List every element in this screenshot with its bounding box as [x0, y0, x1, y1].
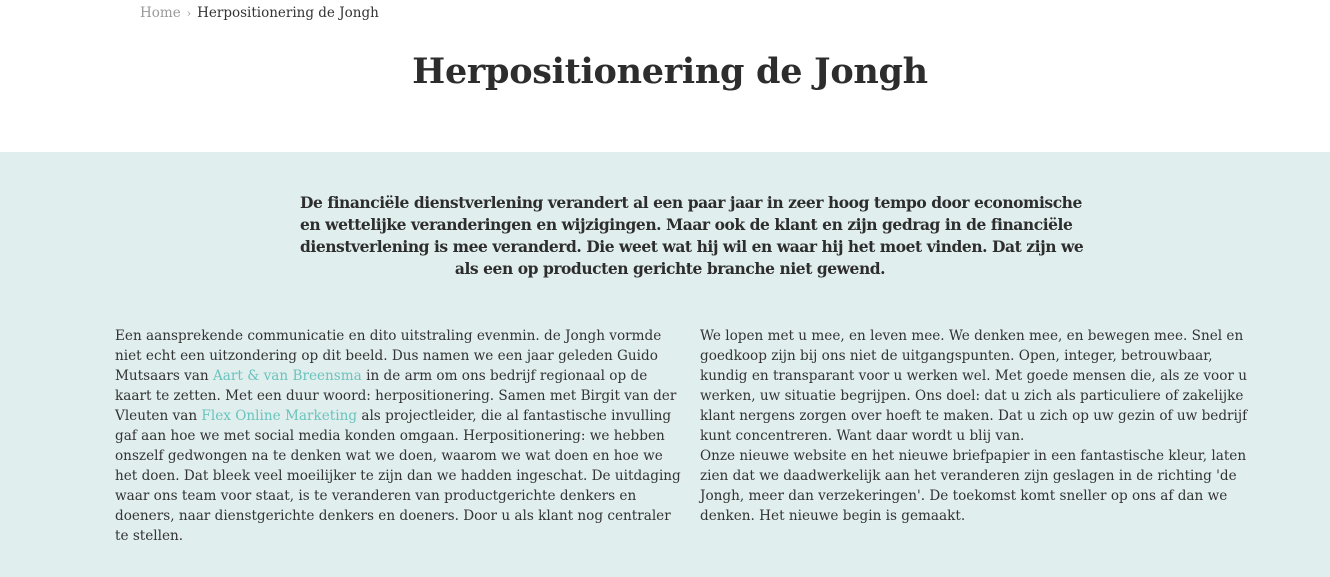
- text-line: denken. Het nieuwe begin is gemaakt.: [700, 508, 966, 524]
- text-fragment: in de arm om ons bedrijf regionaal op de: [361, 368, 648, 384]
- text-line: Onze nieuwe website en het nieuwe briefpapier in een fantastische kleur, laten: [700, 448, 1247, 464]
- intro-line: en wettelijke veranderingen en wijzigingen. Maar ook de klant en zijn gedrag in de financiële: [300, 215, 1073, 234]
- text-line: We lopen met u mee, en leven mee. We denken mee, en bewegen mee. Snel en: [700, 328, 1244, 344]
- text-line: klant nergens zorgen over hoeft te maken. Dat u zich op uw gezin of uw bedrijf: [700, 408, 1248, 424]
- text-line: Jongh, meer dan verzekeringen'. De toekomst komt sneller op ons af dan we: [700, 488, 1228, 504]
- text-line: zien dat we daadwerkelijk aan het veranderen zijn geslagen in de richting 'de: [700, 468, 1237, 484]
- text-line: te stellen.: [115, 528, 184, 544]
- text-line: [115, 366, 655, 386]
- breadcrumb-separator-icon: ›: [186, 7, 192, 20]
- text-line: Een aansprekende communicatie en dito uitstraling evenmin. de Jongh vormde: [115, 328, 662, 344]
- breadcrumb-home-link[interactable]: Home: [140, 5, 181, 21]
- left-column-paragraph: [115, 326, 681, 546]
- flex-online-marketing-link[interactable]: Flex Online Marketing: [201, 408, 358, 424]
- text-line: het doen. Dat bleek veel moeilijker te zijn dan we hadden ingeschat. De uitdaging: [115, 468, 681, 484]
- breadcrumb: [140, 4, 379, 23]
- aart-van-breensma-link[interactable]: Aart & van Breensma: [212, 368, 362, 384]
- intro-line: De financiële dienstverlening verandert al een paar jaar in zeer hoog tempo door economische: [300, 193, 1082, 212]
- page-title: Herpositionering de Jongh: [412, 51, 928, 92]
- breadcrumb-current: Herpositionering de Jongh: [197, 5, 379, 21]
- text-fragment: Vleuten van: [115, 408, 202, 424]
- intro-line: als een op producten gerichte branche niet gewend.: [454, 259, 886, 278]
- intro-line: dienstverlening is mee veranderd. Die weet wat hij wil en waar hij het moet vinden. Dat zijn we: [300, 237, 1084, 256]
- text-line: kundig en transparant voor u werken wel. Met goede mensen die, als ze voor u: [700, 368, 1248, 384]
- content-band: [0, 152, 1330, 577]
- text-line: gaf aan hoe we met social media konden omgaan. Herpositionering: we hebben: [115, 428, 665, 444]
- intro-paragraph: [300, 192, 1084, 280]
- text-line: kaart te zetten. Met een duur woord: herpositionering. Samen met Birgit van der: [115, 388, 677, 404]
- text-line: werken, uw situatie begrijpen. Ons doel: dat u zich als particuliere of zakelijke: [700, 388, 1244, 404]
- text-fragment: Mutsaars van: [115, 368, 213, 384]
- right-column-paragraph: [700, 326, 1248, 526]
- text-line: doeners, naar dienstgerichte denkers en doeners. Door u als klant nog centraler: [115, 508, 671, 524]
- text-line: onszelf gedwongen na te denken wat we doen, waarom we wat doen en hoe we: [115, 448, 663, 464]
- text-line: niet echt een uitzondering op dit beeld. Dus namen we een jaar geleden Guido: [115, 348, 658, 364]
- text-line: waar ons team voor staat, is te veranderen van productgerichte denkers en: [115, 488, 637, 504]
- text-line: kunt concentreren. Want daar wordt u blij van.: [700, 428, 1025, 444]
- text-line: goedkoop zijn bij ons niet de uitgangspunten. Open, integer, betrouwbaar,: [700, 348, 1213, 364]
- text-fragment: als projectleider, die al fantastische invulling: [357, 408, 672, 424]
- text-line: [115, 406, 672, 426]
